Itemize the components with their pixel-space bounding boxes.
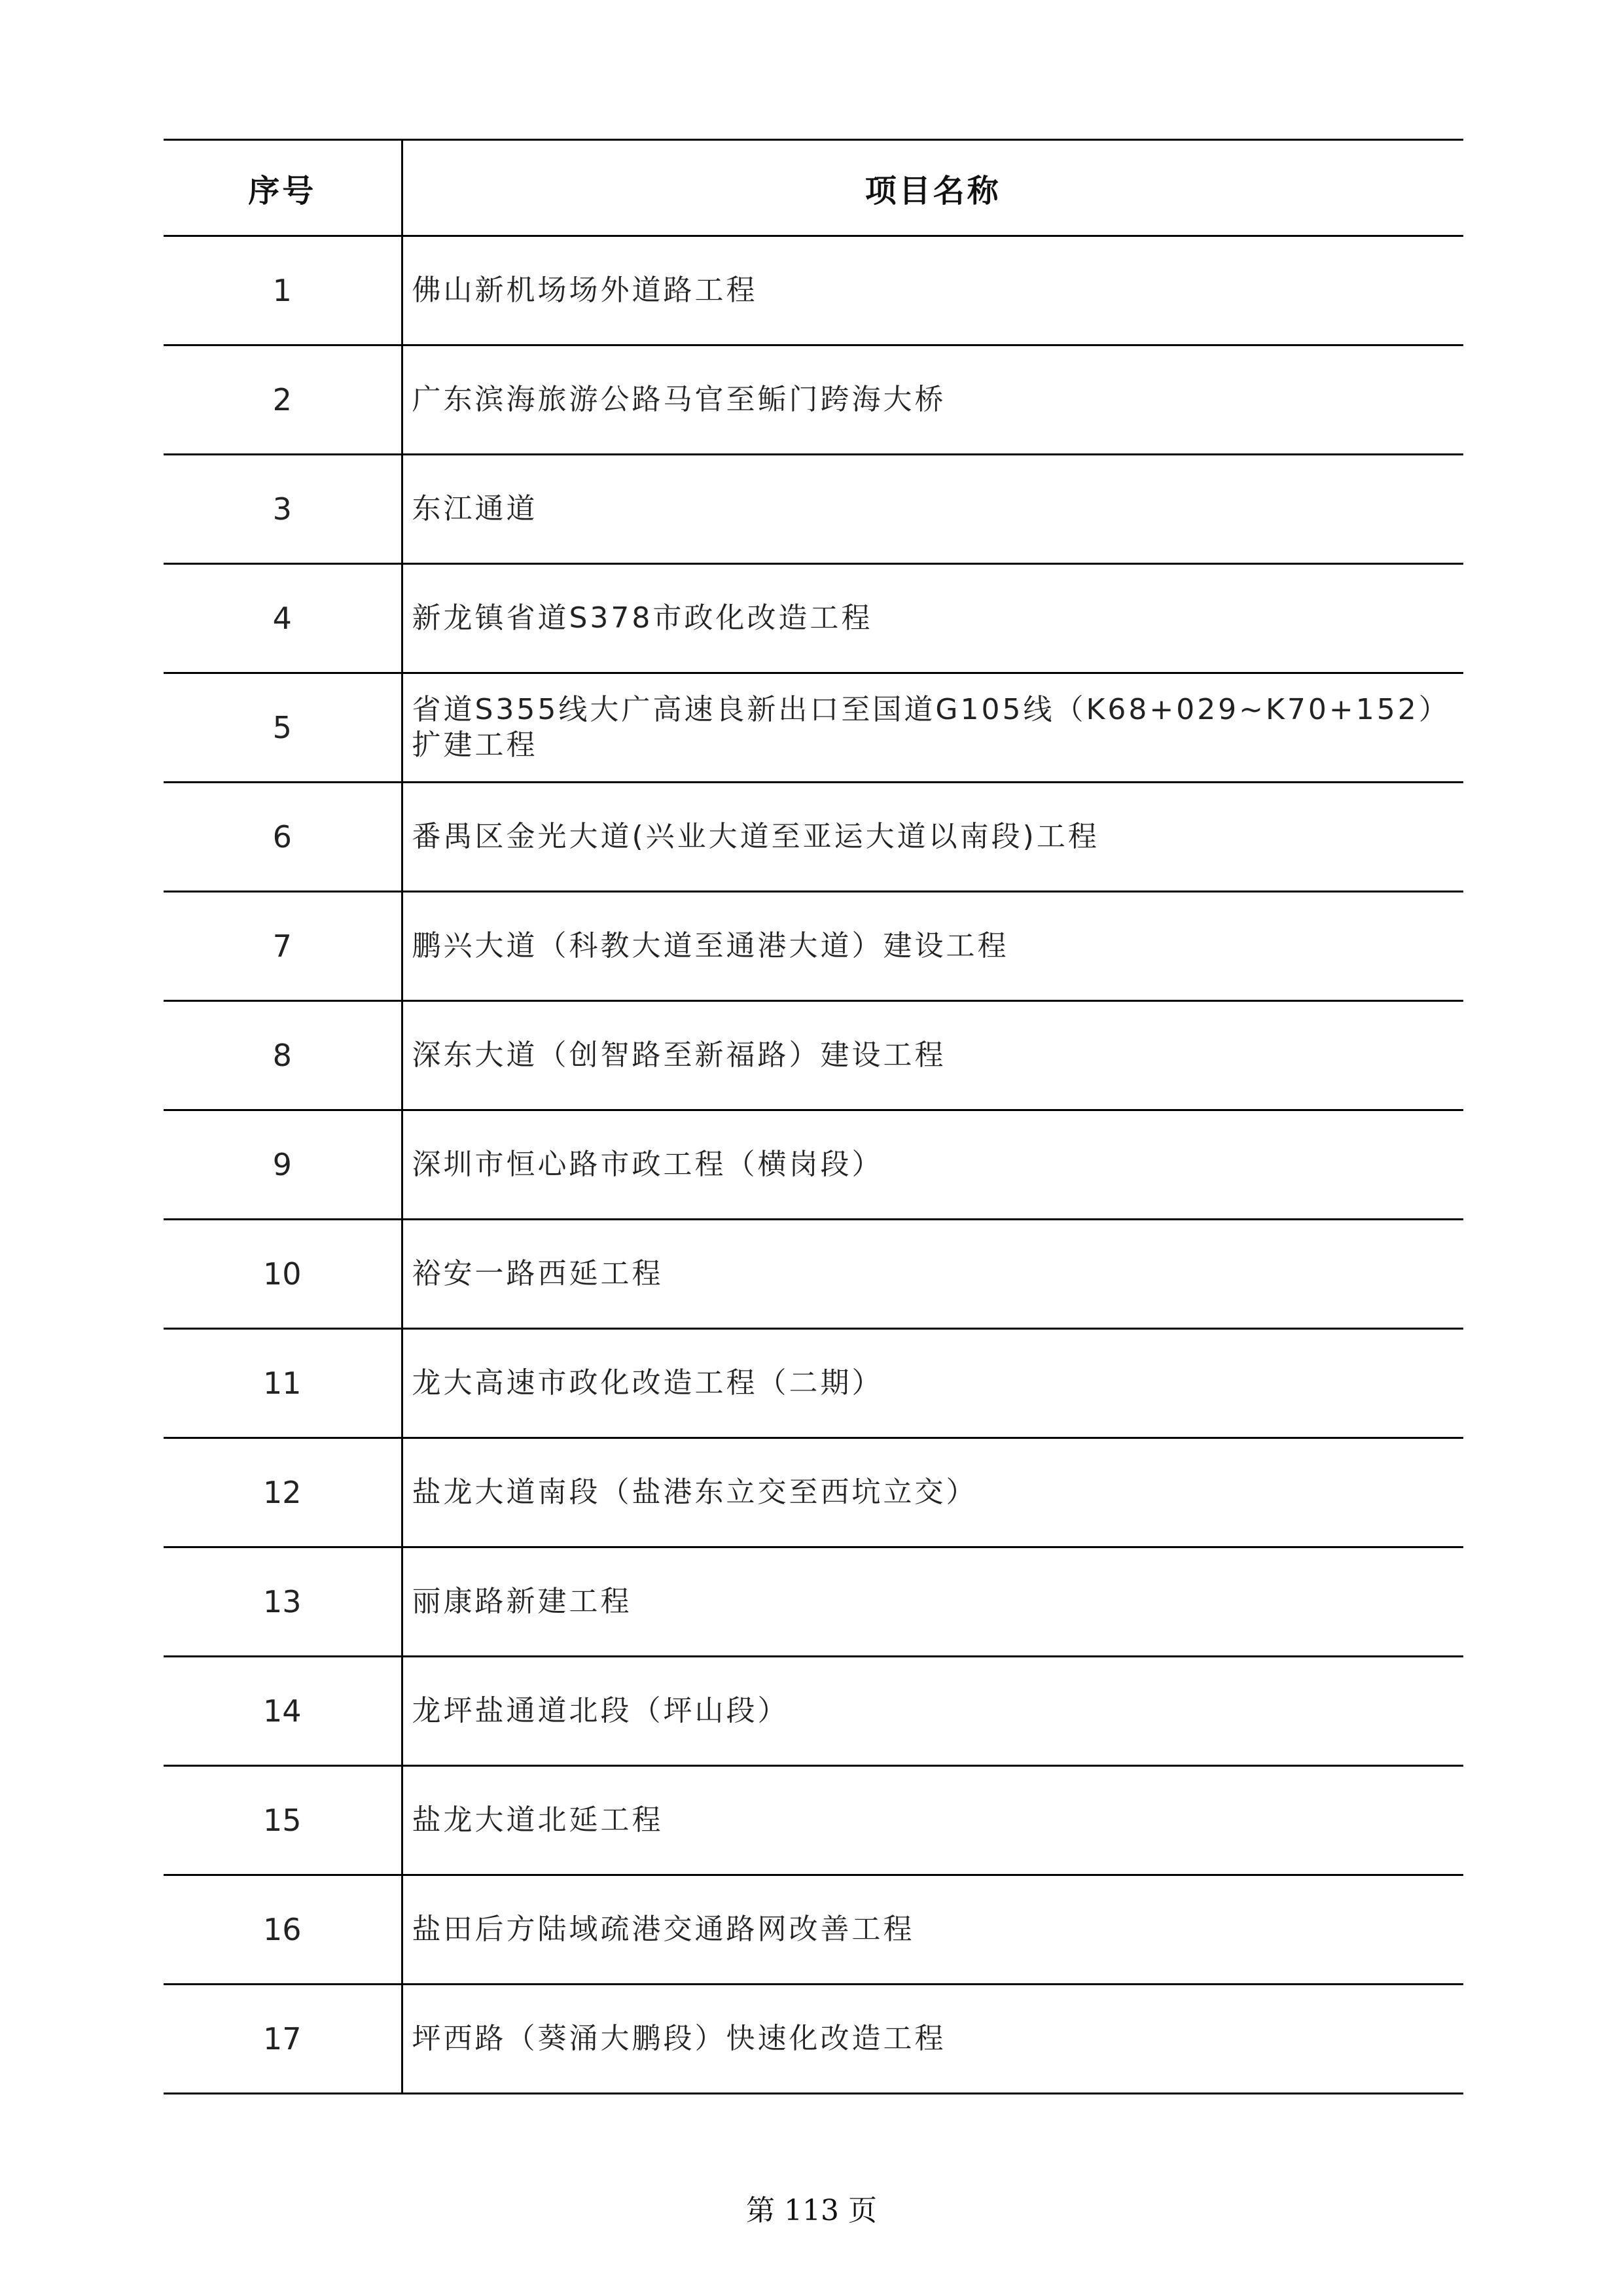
project-name-cell: 深东大道（创智路至新福路）建设工程	[402, 1001, 1463, 1110]
table-body	[164, 236, 1463, 2094]
project-name-cell: 新龙镇省道S378市政化改造工程	[402, 564, 1463, 673]
row-index-cell: 15	[164, 1766, 402, 1875]
table-row	[164, 892, 1463, 1001]
table-row	[164, 455, 1463, 564]
project-name-cell: 番禺区金光大道(兴业大道至亚运大道以南段)工程	[402, 783, 1463, 892]
table-row	[164, 1001, 1463, 1110]
table-row	[164, 783, 1463, 892]
row-index-cell: 10	[164, 1220, 402, 1329]
project-name-cell: 坪西路（葵涌大鹏段）快速化改造工程	[402, 1985, 1463, 2094]
project-name-cell: 盐龙大道北延工程	[402, 1766, 1463, 1875]
project-table	[164, 139, 1463, 2094]
row-index-cell: 12	[164, 1438, 402, 1547]
column-header-project-name: 项目名称	[402, 140, 1463, 236]
project-name-cell: 龙大高速市政化改造工程（二期）	[402, 1329, 1463, 1438]
table-header-row	[164, 140, 1463, 236]
project-name-cell: 佛山新机场场外道路工程	[402, 236, 1463, 345]
project-name-cell: 深圳市恒心路市政工程（横岗段）	[402, 1110, 1463, 1220]
row-index-cell: 17	[164, 1985, 402, 2094]
project-name-cell: 省道S355线大广高速良新出口至国道G105线（K68+029~K70+152）扩建工程	[402, 673, 1463, 783]
table-row	[164, 1766, 1463, 1875]
row-index-cell: 11	[164, 1329, 402, 1438]
table-row	[164, 1985, 1463, 2094]
row-index-cell: 14	[164, 1657, 402, 1766]
table-row	[164, 1438, 1463, 1547]
row-index-cell: 3	[164, 455, 402, 564]
table-row	[164, 1547, 1463, 1657]
project-name-cell: 鹏兴大道（科教大道至通港大道）建设工程	[402, 892, 1463, 1001]
row-index-cell: 5	[164, 673, 402, 783]
table-row	[164, 673, 1463, 783]
project-name-cell: 龙坪盐通道北段（坪山段）	[402, 1657, 1463, 1766]
table-row	[164, 345, 1463, 455]
table-row	[164, 1657, 1463, 1766]
table-row	[164, 1875, 1463, 1985]
row-index-cell: 6	[164, 783, 402, 892]
table-row	[164, 1329, 1463, 1438]
row-index-cell: 7	[164, 892, 402, 1001]
project-name-cell: 裕安一路西延工程	[402, 1220, 1463, 1329]
table-row	[164, 1110, 1463, 1220]
project-name-cell: 广东滨海旅游公路马官至鲘门跨海大桥	[402, 345, 1463, 455]
row-index-cell: 2	[164, 345, 402, 455]
table-row	[164, 564, 1463, 673]
row-index-cell: 9	[164, 1110, 402, 1220]
page-number: 第 113 页	[746, 2194, 877, 2227]
table-row	[164, 1220, 1463, 1329]
column-header-index: 序号	[164, 140, 402, 236]
row-index-cell: 13	[164, 1547, 402, 1657]
table-row	[164, 236, 1463, 345]
row-index-cell: 4	[164, 564, 402, 673]
row-index-cell: 8	[164, 1001, 402, 1110]
row-index-cell: 1	[164, 236, 402, 345]
project-name-cell: 东江通道	[402, 455, 1463, 564]
project-name-cell: 盐龙大道南段（盐港东立交至西坑立交）	[402, 1438, 1463, 1547]
project-name-cell: 丽康路新建工程	[402, 1547, 1463, 1657]
project-name-cell: 盐田后方陆域疏港交通路网改善工程	[402, 1875, 1463, 1985]
row-index-cell: 16	[164, 1875, 402, 1985]
